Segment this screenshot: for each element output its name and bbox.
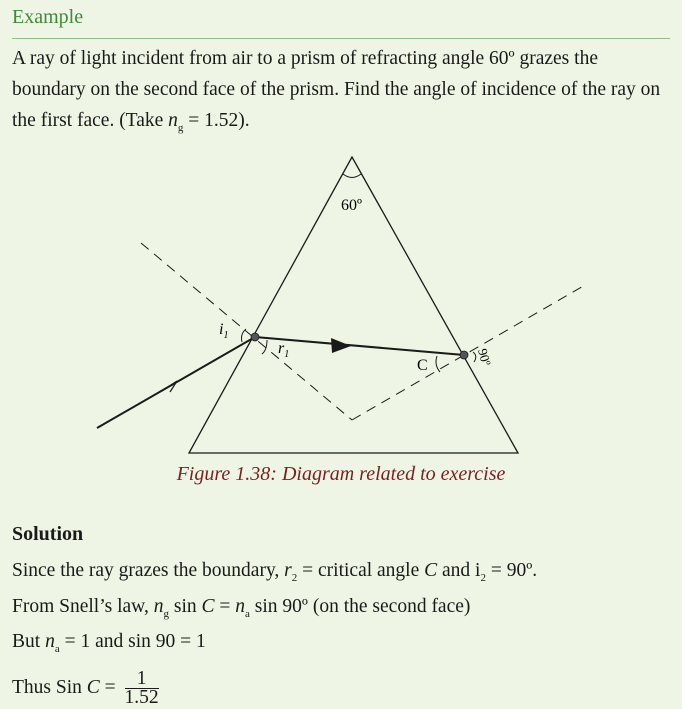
example-heading: Example (12, 6, 84, 28)
problem-statement (12, 43, 676, 144)
problem-text-2: = 1.52). (183, 110, 250, 131)
fraction-denominator: 1.52 (124, 687, 159, 708)
problem-text-1: A ray of light incident from air to a prism of refracting angle 60º grazes the boundary on the second face of the prism. Find the angle of incidence of the ray on the first face. (Take (12, 48, 661, 131)
prism-diagram (90, 150, 600, 460)
refractive-index-symbol: n (168, 110, 178, 131)
refractive-index-subscript: g (177, 121, 184, 134)
apex-angle-arc (343, 174, 361, 178)
solution-line-2: From Snell’s law, $n_g$ $\sin C = n_a$ sin 90º (on the second face) (12, 596, 471, 620)
ninety-label: 90º (475, 346, 494, 368)
c-label: C (417, 357, 428, 374)
normal-first-face (141, 243, 352, 420)
ninety-angle-arc (473, 352, 476, 362)
fraction-numerator: 1 (125, 670, 159, 689)
normal-second-face (352, 285, 585, 420)
solution-line-1: Since the ray grazes the boundary, $r_2$ = critical angle C and $i_2$ = 90º. (12, 560, 538, 584)
fraction (125, 670, 159, 707)
i1-label: $i_1$ (219, 321, 229, 341)
second-incidence-point (460, 351, 468, 359)
first-incidence-point (251, 333, 259, 341)
figure-caption: Figure 1.38: Diagram related to exercise (176, 463, 506, 485)
solution-title: Solution (12, 523, 84, 545)
refracted-ray-arrow (331, 338, 351, 353)
solution-line-3: But $n_a = 1$ and sin 90 = 1 (12, 631, 206, 655)
heading-divider (12, 38, 670, 39)
apex-angle-label: 60º (341, 197, 362, 214)
r1-label: $r_1$ (278, 340, 290, 360)
solution-line-4: Thus Sin C = $\frac{1}{1.52}$ (12, 668, 159, 708)
c-angle-arc (436, 356, 440, 372)
